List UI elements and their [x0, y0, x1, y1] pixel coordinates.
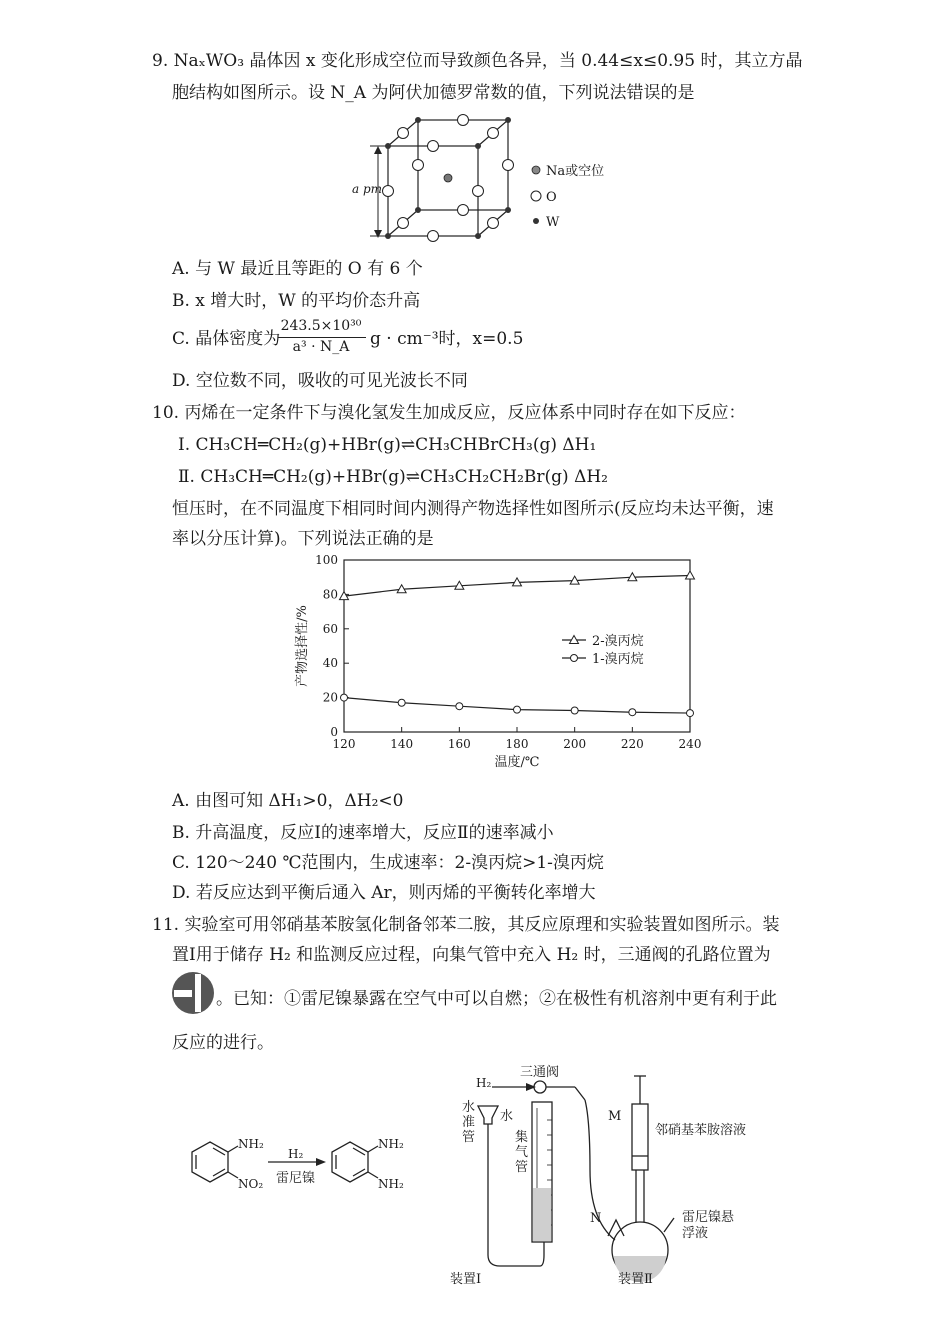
q10-option-c: C. 120～240 ℃范围内，生成速率：2-溴丙烷>1-溴丙烷: [172, 853, 604, 873]
q10-stem-line2: 恒压时，在不同温度下相同时间内测得产物选择性如图所示(反应均未达平衡，速: [172, 499, 774, 519]
x-tick-label: 200: [563, 737, 587, 751]
q11-stem-line4: 反应的进行。: [172, 1033, 274, 1053]
q9-option-c-suffix: g · cm⁻³时，x=0.5: [370, 329, 524, 349]
water-label: 水: [500, 1109, 514, 1124]
circle-point: [687, 710, 694, 717]
circle-point: [629, 709, 636, 716]
legend-label: 1-溴丙烷: [592, 652, 644, 667]
circle-point: [341, 694, 348, 701]
fraction-bar: [278, 337, 366, 338]
device-2-label: 装置Ⅱ: [618, 1272, 653, 1287]
q10-option-d: D. 若反应达到平衡后通入 Ar，则丙烯的平衡转化率增大: [172, 883, 596, 903]
selectivity-chart: [290, 548, 710, 778]
q10-reaction-1: Ⅰ. CH₃CH═CH₂(g)+HBr(g)⇌CH₃CHBrCH₃(g) ΔH₁: [178, 435, 597, 455]
water-level-tube-label: 水准管: [462, 1100, 476, 1145]
x-tick-label: 180: [505, 737, 529, 751]
apparatus-diagram: [440, 1060, 820, 1290]
q9-option-c-denominator: a³ · N_A: [292, 339, 350, 355]
y-tick-label: 0: [330, 725, 338, 739]
amine-label-3: NH₂: [378, 1177, 404, 1191]
q10-option-b: B. 升高温度，反应Ⅰ的速率增大，反应Ⅱ的速率减小: [172, 823, 554, 843]
q9-option-c-prefix: C. 晶体密度为: [172, 329, 281, 349]
x-axis-label: 温度/℃: [494, 755, 540, 770]
y-axis-label: 产物选择性/%: [295, 605, 310, 687]
q9-option-b: B. x 增大时，W 的平均价态升高: [172, 291, 421, 311]
amine-label-2: NH₂: [378, 1137, 404, 1151]
circle-point: [398, 699, 405, 706]
y-tick-label: 60: [322, 621, 338, 636]
x-tick-label: 220: [620, 737, 644, 751]
valve-label: 三通阀: [520, 1065, 560, 1080]
y-tick-label: 80: [322, 587, 338, 602]
side-length-label: a pm: [352, 182, 383, 196]
y-tick-label: 20: [322, 690, 338, 705]
q10-stem-line1: 10. 丙烯在一定条件下与溴化氢发生加成反应，反应体系中同时存在如下反应：: [152, 403, 746, 423]
q9-option-c-numerator: 243.5×10³⁰: [280, 318, 362, 334]
solution-label: 邻硝基苯胺溶液: [655, 1123, 747, 1138]
reagent-h2: H₂: [288, 1147, 304, 1161]
y-tick-label: 100: [315, 553, 338, 567]
reaction-scheme: [180, 1130, 420, 1210]
q9-stem-line2: 胞结构如图所示。设 N_A 为阿伏加德罗常数的值，下列说法错误的是: [172, 83, 695, 103]
nitro-label: NO₂: [238, 1177, 264, 1191]
q10-stem-line3: 率以分压计算)。下列说法正确的是: [172, 529, 434, 549]
x-tick-label: 240: [678, 737, 702, 751]
q11-stem-line2: 置Ⅰ用于储存 H₂ 和监测反应过程，向集气管中充入 H₂ 时，三通阀的孔路位置为: [172, 945, 771, 965]
crystal-cell-diagram: [340, 108, 640, 243]
flask-n-label: N: [590, 1211, 602, 1226]
q9-option-a: A. 与 W 最近且等距的 O 有 6 个: [172, 259, 423, 279]
x-tick-label: 140: [390, 737, 414, 751]
gas-tube-label: 集气管: [515, 1130, 529, 1175]
reagent-catalyst: 雷尼镍: [276, 1171, 316, 1186]
q11-stem-line1: 11. 实验室可用邻硝基苯胺氢化制备邻苯二胺，其反应原理和实验装置如图所示。装: [152, 915, 780, 935]
legend-w: W: [546, 215, 560, 230]
legend-circle-marker: [571, 655, 578, 662]
legend-na: Na或空位: [546, 164, 605, 179]
funnel-m-label: M: [608, 1109, 622, 1124]
three-way-valve-icon: [170, 970, 216, 1016]
legend-label: 2-溴丙烷: [592, 634, 644, 649]
q10-reaction-2: Ⅱ. CH₃CH═CH₂(g)+HBr(g)⇌CH₃CH₂CH₂Br(g) ΔH₂: [178, 467, 608, 487]
amine-label-1: NH₂: [238, 1137, 264, 1151]
x-tick-label: 120: [332, 737, 356, 751]
q10-option-a: A. 由图可知 ΔH₁>0，ΔH₂<0: [172, 791, 404, 811]
legend-o: O: [546, 190, 557, 205]
h2-inlet-label: H₂: [476, 1076, 492, 1090]
q9-stem-line1: 9. NaₓWO₃ 晶体因 x 变化形成空位而导致颜色各异，当 0.44≤x≤0.95 时，其立方晶: [152, 51, 803, 71]
q9-option-d: D. 空位数不同，吸收的可见光波长不同: [172, 371, 468, 391]
circle-point: [571, 707, 578, 714]
circle-point: [514, 706, 521, 713]
y-tick-label: 40: [322, 656, 338, 671]
x-tick-label: 160: [447, 737, 471, 751]
device-1-label: 装置Ⅰ: [450, 1272, 482, 1287]
raney-suspension-label: 雷尼镍悬浮液: [682, 1210, 735, 1241]
circle-point: [456, 703, 463, 710]
q11-stem-line3: 。已知：①雷尼镍暴露在空气中可以自燃；②在极性有机溶剂中更有利于此: [216, 989, 777, 1009]
